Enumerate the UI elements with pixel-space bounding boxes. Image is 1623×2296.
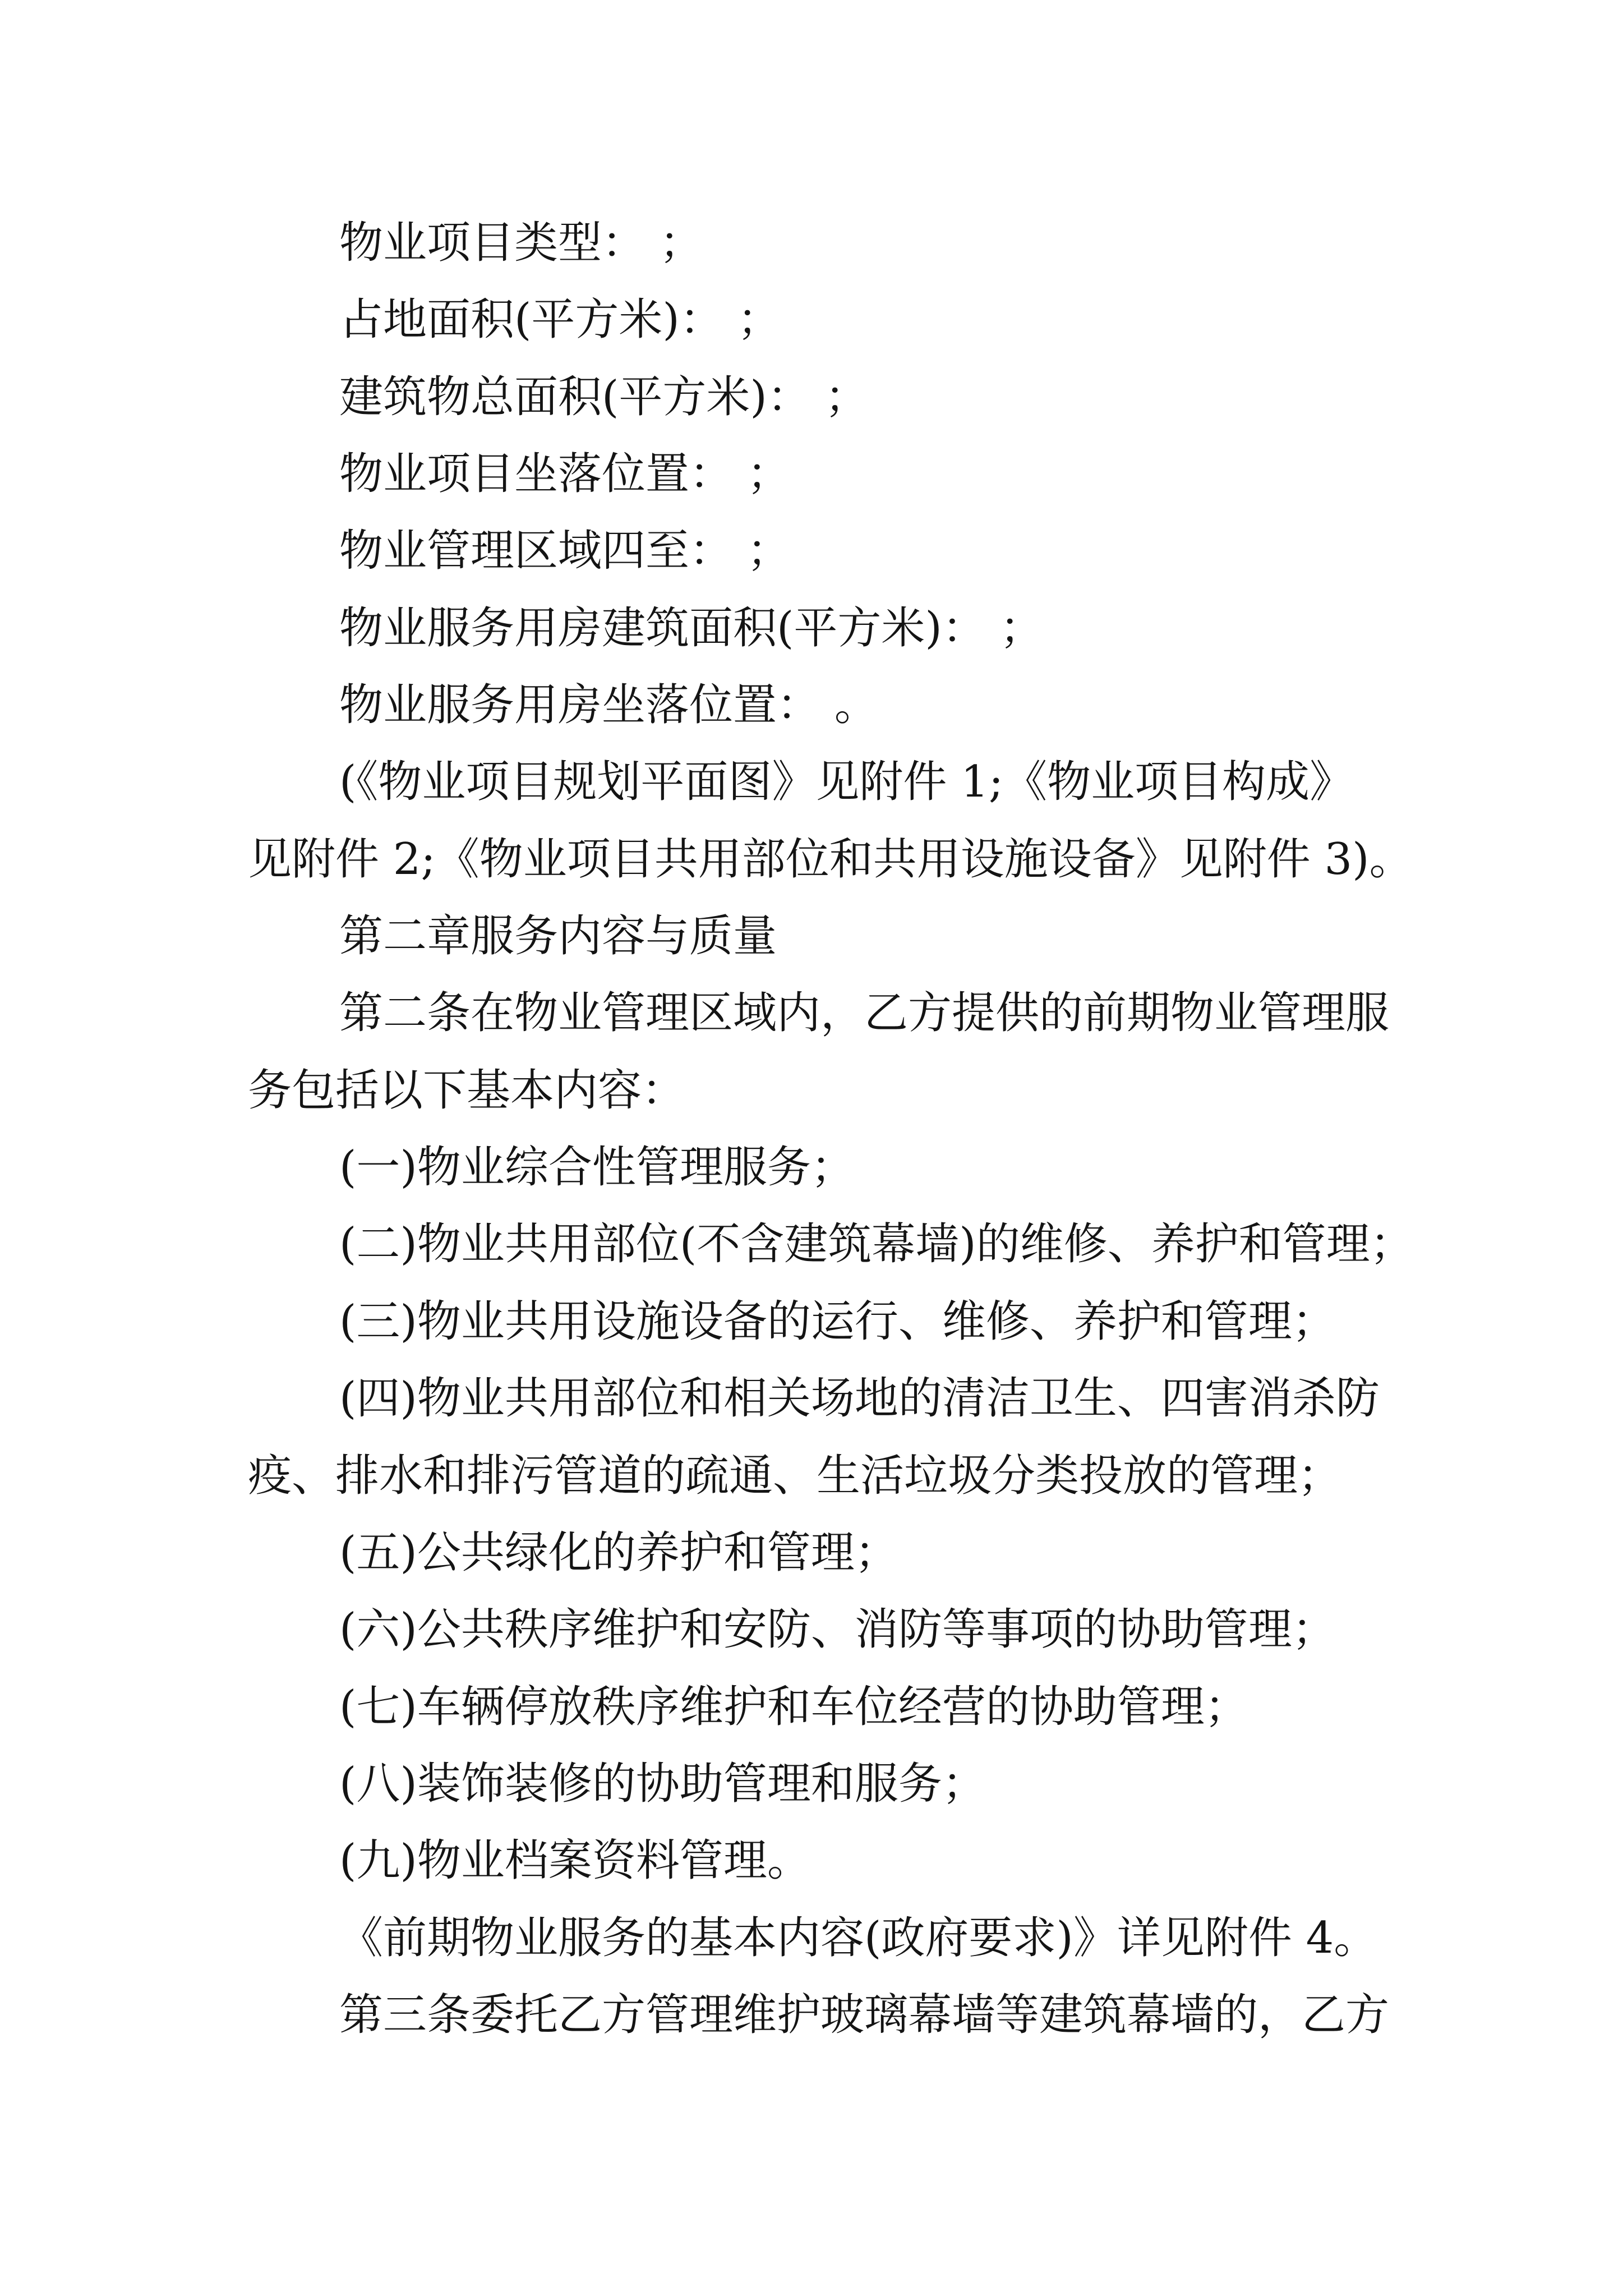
article-two-line: 务包括以下基本内容： <box>248 1065 686 1116</box>
attachments-note-line: 见附件 2;《物业项目共用部位和共用设施设备》见附件 3)。 <box>248 834 1413 885</box>
list-item: (四)物业共用部位和相关场地的清洁卫生、四害消杀防 <box>339 1373 1380 1424</box>
list-item: (五)公共绿化的养护和管理； <box>339 1527 898 1578</box>
list-item: (七)车辆停放秩序维护和车位经营的协助管理； <box>339 1681 1248 1732</box>
list-item: (九)物业档案资料管理。 <box>339 1835 811 1887</box>
list-item: (三)物业共用设施设备的运行、维修、养护和管理； <box>339 1296 1336 1347</box>
field-total-building-area: 建筑物总面积(平方米)： ； <box>339 371 869 422</box>
list-item: (二)物业共用部位(不含建筑幕墙)的维修、养护和管理； <box>339 1219 1414 1270</box>
attachment-reference: 《前期物业服务的基本内容(政府要求)》详见附件 4。 <box>339 1912 1378 1963</box>
list-item: (八)装饰装修的协助管理和服务； <box>339 1758 986 1809</box>
field-service-room-location: 物业服务用房坐落位置： 。 <box>339 680 878 731</box>
article-three-line: 第三条委托乙方管理维护玻璃幕墙等建筑幕墙的，乙方 <box>339 1989 1390 2040</box>
chapter-heading: 第二章服务内容与质量 <box>339 911 777 962</box>
list-item-continuation: 疫、排水和排污管道的疏通、生活垃圾分类投放的管理； <box>248 1450 1342 1501</box>
field-service-room-area: 物业服务用房建筑面积(平方米)： ； <box>339 602 1044 654</box>
article-two-line: 第二条在物业管理区域内，乙方提供的前期物业管理服 <box>339 988 1390 1039</box>
field-property-type: 物业项目类型： ； <box>339 218 703 268</box>
field-land-area: 占地面积(平方米)： ； <box>339 295 781 346</box>
document-body <box>248 205 1538 2054</box>
attachments-note-line: (《物业项目规划平面图》见附件 1;《物业项目构成》 <box>339 757 1354 808</box>
field-property-location: 物业项目坐落位置： ； <box>339 449 791 500</box>
list-item: (一)物业综合性管理服务； <box>339 1142 855 1193</box>
list-item: (六)公共秩序维护和安防、消防等事项的协助管理； <box>339 1604 1336 1655</box>
field-management-boundaries: 物业管理区域四至： ； <box>339 526 791 577</box>
